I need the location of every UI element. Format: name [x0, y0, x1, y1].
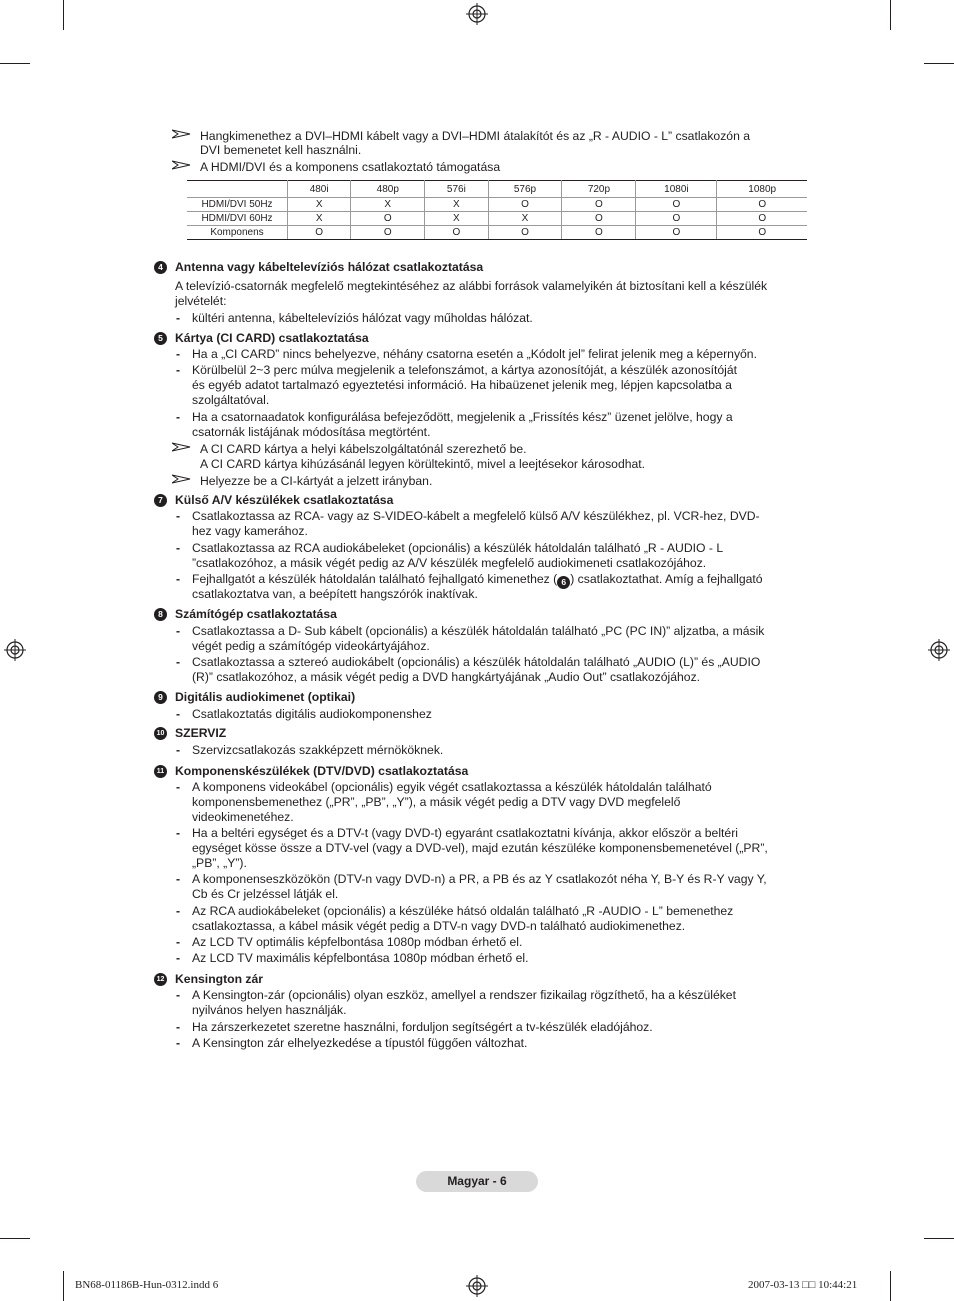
- print-slug-left: BN68-01186B-Hun-0312.indd 6: [75, 1279, 219, 1291]
- section-heading: Számítógép csatlakoztatása: [175, 607, 337, 621]
- table-header-cell: 1080p: [717, 181, 807, 198]
- list-item-line: Az RCA audiokábeleket (opcionális) a készüléke hátsó oldalán található „R -AUDIO - L” bemenethez: [192, 904, 734, 918]
- list-item-line: Ha a csatornaadatok konfigurálása befejeződött, megjelenik a „Frissítés kész” üzenet jelölve, hogy a: [192, 410, 733, 424]
- registration-mark-icon: [4, 639, 26, 661]
- crop-mark: [890, 1271, 891, 1301]
- list-item-line: „PB”, „Y”).: [192, 856, 247, 870]
- bullet-dash: -: [176, 826, 181, 840]
- list-item-line: A komponens videokábel (opcionális) egyik végét csatlakoztassa a készülék hátoldalán található: [192, 780, 712, 794]
- section-number-badge: 9: [154, 691, 167, 704]
- list-item-line: Csatlakoztassa az RCA audiokábeleket (opcionális) a készülék hátoldalán található „R - AUDIO - L: [192, 541, 724, 555]
- compatibility-table: [187, 180, 807, 240]
- bullet-dash: -: [176, 655, 181, 669]
- note-text: [200, 160, 500, 174]
- list-item-line: Csatlakoztassa a sztereó audiokábelt (opcionális) a készülék hátoldalán található „AUDIO (L)” és „AUDIO: [192, 655, 761, 669]
- paragraph-line: jelvételét:: [175, 294, 227, 308]
- crop-mark: [0, 63, 30, 64]
- list-item-line: A Kensington zár elhelyezkedése a típustól függően változhat.: [192, 1036, 528, 1050]
- print-slug-right: 2007-03-13 □□ 10:44:21: [748, 1279, 858, 1291]
- table-cell: X: [488, 212, 562, 226]
- connector-number-badge: 6: [557, 576, 570, 589]
- list-item-line: kültéri antenna, kábeltelevíziós hálózat vagy műholdas hálózat.: [192, 311, 533, 325]
- table-cell: O: [562, 226, 636, 240]
- list-item-line: ”csatlakozóhoz, a másik végét pedig az A/V készülék megfelelő audiokimeneti csatlakozójához.: [192, 556, 707, 570]
- bullet-dash: -: [176, 707, 181, 721]
- note-arrow-icon: [172, 442, 192, 452]
- note-arrow-icon: [172, 474, 192, 484]
- list-item-line: Az LCD TV optimális képfelbontása 1080p módban érhető el.: [192, 935, 523, 949]
- table-header-cell: [187, 181, 288, 198]
- bullet-dash: -: [176, 988, 181, 1002]
- section-heading: Antenna vagy kábeltelevíziós hálózat csatlakoztatása: [175, 260, 484, 274]
- list-item-line: hez vagy kamerához.: [192, 524, 308, 538]
- table-cell: O: [717, 212, 807, 226]
- list-item-line: Cb és Cr jelzéssel látják el.: [192, 887, 339, 901]
- list-item-text: Fejhallgatót a készülék hátoldalán található fejhallgató kimenethez (: [192, 572, 558, 586]
- note-line: A HDMI/DVI és a komponens csatlakoztató támogatása: [200, 160, 501, 174]
- table-header-cell: 576i: [425, 181, 488, 198]
- section-number-badge: 12: [154, 973, 167, 986]
- list-item-line: Csatlakoztassa az RCA- vagy az S-VIDEO-kábelt a megfelelő külső A/V készülékhez, pl. VCR-hez, DVD-: [192, 509, 760, 523]
- list-item-line: csatornák listájának módosítása megtörtént.: [192, 425, 431, 439]
- list-item-line: nyilvános helyen használják.: [192, 1003, 347, 1017]
- list-item-line: Ha a beltéri egységet és a DTV-t (vagy DVD-t) egyaránt csatlakoztatni kívánja, akkor először a beltéri: [192, 826, 738, 840]
- table-cell: O: [488, 198, 562, 212]
- list-item-line: A Kensington-zár (opcionális) olyan eszköz, amellyel a rendszer fizikailag rögzíthető, ha a készüléket: [192, 988, 736, 1002]
- list-item-line: végét pedig a számítógép videokártyájához.: [192, 639, 430, 653]
- table-cell: X: [425, 212, 488, 226]
- bullet-dash: -: [176, 935, 181, 949]
- table-cell: O: [636, 212, 717, 226]
- bullet-dash: -: [176, 572, 181, 586]
- crop-mark: [0, 1238, 30, 1239]
- bullet-dash: -: [176, 872, 181, 886]
- list-item-line: és egyéb adatot tartalmazó egyeztetési információ. Ha hibaüzenet jelenik meg, lépjen kapcsolatba a: [192, 378, 732, 392]
- table-header-cell: 720p: [562, 181, 636, 198]
- table-header-cell: 480i: [288, 181, 351, 198]
- list-item-line: egységet kösse össze a DTV-vel (vagy a DVD-vel), majd ezután készüléke komponensbemenetével („PR”,: [192, 841, 768, 855]
- list-item-line: csatlakoztassa, a kábel másik végét pedig a DTV-n vagy DVD-n található audiokimenethez.: [192, 919, 686, 933]
- table-header-cell: 1080i: [636, 181, 717, 198]
- note-line: Hangkimenethez a DVI–HDMI kábelt vagy a DVI–HDMI átalakítót és az „R - AUDIO - L” csatlakozón a: [200, 129, 751, 143]
- table-cell: O: [717, 226, 807, 240]
- table-cell: O: [425, 226, 488, 240]
- bullet-dash: -: [176, 1020, 181, 1034]
- note-line: Helyezze be a CI-kártyát a jelzett irányban.: [200, 474, 433, 488]
- section-number-badge: 10: [154, 727, 167, 740]
- table-row: [187, 212, 807, 226]
- section-number-badge: 5: [154, 332, 167, 345]
- section-heading: Digitális audiokimenet (optikai): [175, 690, 356, 704]
- table-cell: HDMI/DVI 50Hz: [187, 198, 288, 212]
- table-cell: X: [288, 198, 351, 212]
- page-number-badge: Magyar - 6: [416, 1171, 538, 1192]
- table-header-cell: 480p: [351, 181, 425, 198]
- bullet-dash: -: [176, 410, 181, 424]
- bullet-dash: -: [176, 624, 181, 638]
- table-cell: O: [717, 198, 807, 212]
- list-item-text: ) csatlakoztathat. Amíg a fejhallgató: [570, 572, 763, 586]
- table-header-row: [187, 181, 807, 198]
- bullet-dash: -: [176, 1036, 181, 1050]
- section-heading: Kensington zár: [175, 972, 264, 986]
- bullet-dash: -: [176, 363, 181, 377]
- section-heading: SZERVIZ: [175, 726, 227, 740]
- table-cell: O: [488, 226, 562, 240]
- bullet-dash: -: [176, 780, 181, 794]
- bullet-dash: -: [176, 541, 181, 555]
- paragraph-line: A televízió-csatornák megfelelő megtekintéséhez az alábbi források valamelyikén át biztosítani kell a készülék: [175, 279, 768, 293]
- list-item-line: Ha a „CI CARD” nincs behelyezve, néhány csatorna esetén a „Kódolt jel” felirat jelenik meg a képernyőn.: [192, 347, 757, 361]
- section-heading: Külső A/V készülékek csatlakoztatása: [175, 493, 394, 507]
- table-cell: O: [351, 226, 425, 240]
- list-item-line: A komponenseszközökön (DTV-n vagy DVD-n) a PR, a PB és az Y csatlakozót néha Y, B-Y és R-Y vagy Y,: [192, 872, 767, 886]
- section-number-badge: 7: [154, 494, 167, 507]
- note-text: [200, 474, 432, 489]
- list-item-line: Az LCD TV maximális képfelbontása 1080p módban érhető el.: [192, 951, 529, 965]
- table-cell: O: [636, 226, 717, 240]
- note-line: DVI bemenetet kell használni.: [200, 143, 362, 157]
- table-row: [187, 226, 807, 240]
- bullet-dash: -: [176, 347, 181, 361]
- note-text: [200, 442, 645, 472]
- section-number-badge: 11: [154, 765, 167, 778]
- crop-mark: [890, 0, 891, 30]
- list-item-line: Körülbelül 2~3 perc múlva megjelenik a telefonszámot, a kártya azonosítóját, a készülék azonosítóját: [192, 363, 738, 377]
- crop-mark: [924, 63, 954, 64]
- list-item-line: Ha zárszerkezetet szeretne használni, forduljon segítségért a tv-készülék eladójához.: [192, 1020, 653, 1034]
- list-item-line: Csatlakoztatás digitális audiokomponenshez: [192, 707, 432, 721]
- list-item-line: Szervizcsatlakozás szakképzett mérnököknek.: [192, 743, 444, 757]
- registration-mark-icon: [928, 639, 950, 661]
- registration-mark-icon: [466, 3, 488, 25]
- table-cell: O: [562, 212, 636, 226]
- section-number-badge: 8: [154, 608, 167, 621]
- table-cell: X: [425, 198, 488, 212]
- registration-mark-icon: [466, 1275, 488, 1297]
- section-heading: Kártya (CI CARD) csatlakoztatása: [175, 331, 369, 345]
- list-item-line: (R)” csatlakozóhoz, a másik végét pedig a DVD hangkártyájának „Audio Out” csatlakozójához.: [192, 670, 701, 684]
- bullet-dash: -: [176, 743, 181, 757]
- list-item-line: videokimenetéhez.: [192, 810, 294, 824]
- list-item-line: csatlakoztatva van, a beépített hangszórók inaktívak.: [192, 587, 478, 601]
- note-arrow-icon: [172, 160, 192, 170]
- table-cell: O: [636, 198, 717, 212]
- crop-mark: [63, 0, 64, 30]
- list-item-line: szolgáltatóval.: [192, 393, 270, 407]
- table-cell: X: [288, 212, 351, 226]
- section-number-badge: 4: [154, 261, 167, 274]
- note-arrow-icon: [172, 129, 192, 139]
- bullet-dash: -: [176, 904, 181, 918]
- table-cell: O: [288, 226, 351, 240]
- table-cell: O: [562, 198, 636, 212]
- table-cell: Komponens: [187, 226, 288, 240]
- table-header-cell: 576p: [488, 181, 562, 198]
- crop-mark: [924, 1238, 954, 1239]
- bullet-dash: -: [176, 951, 181, 965]
- table-cell: O: [351, 212, 425, 226]
- section-heading: Komponenskészülékek (DTV/DVD) csatlakoztatása: [175, 764, 469, 778]
- note-line: A CI CARD kártya a helyi kábelszolgáltatónál szerezhető be.: [200, 442, 527, 456]
- table-cell: HDMI/DVI 60Hz: [187, 212, 288, 226]
- bullet-dash: -: [176, 509, 181, 523]
- crop-mark: [63, 1271, 64, 1301]
- table-cell: X: [351, 198, 425, 212]
- note-line: A CI CARD kártya kihúzásánál legyen körültekintő, mivel a leejtésekor károsodhat.: [200, 457, 646, 471]
- list-item-line: Csatlakoztassa a D- Sub kábelt (opcionális) a készülék hátoldalán található „PC (PC IN)” aljzatba, a másik: [192, 624, 765, 638]
- table-row: [187, 198, 807, 212]
- list-item-line: komponensbemenethez („PR”, „PB”, „Y”), a másik végét pedig a DTV vagy DVD megfelelő: [192, 795, 681, 809]
- bullet-dash: -: [176, 311, 181, 325]
- note-text: [200, 129, 750, 157]
